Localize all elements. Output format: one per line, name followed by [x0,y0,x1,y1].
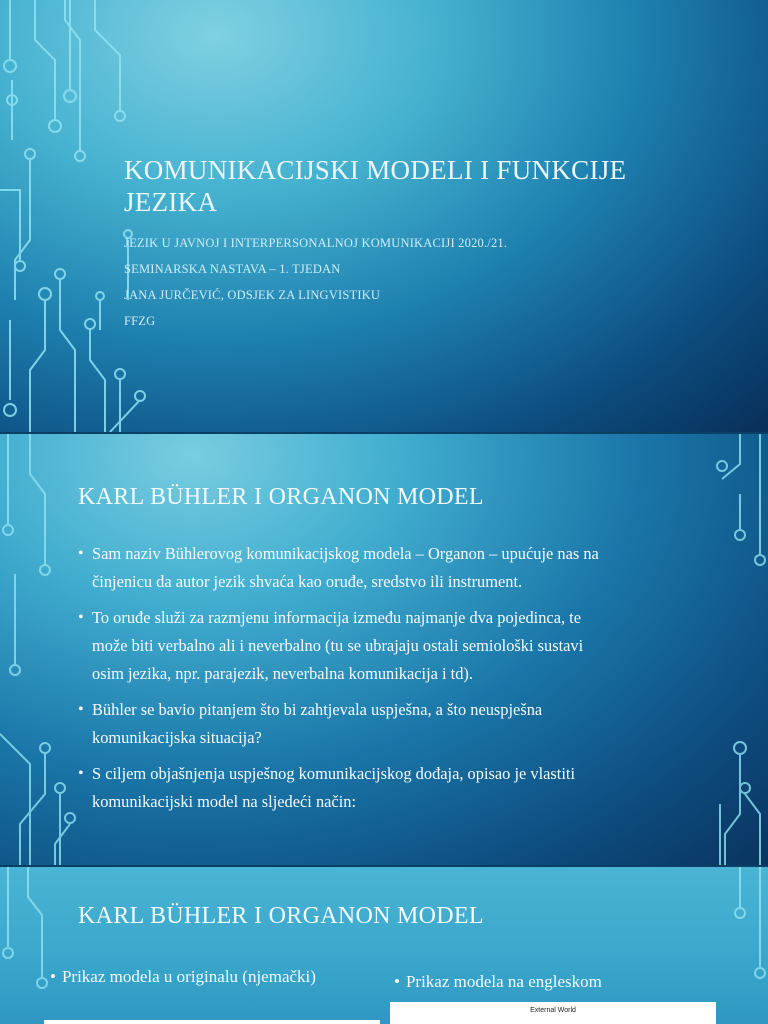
bullet-icon: • [78,609,84,626]
content-slide [0,434,768,865]
german-model-image [44,1020,380,1024]
subtitle-author: JANA JURČEVIĆ, ODSJEK ZA LINGVISTIKU [124,288,381,302]
right-column-label: • Prikaz modela na engleskom [394,972,602,991]
bullet-icon: • [78,765,84,782]
bullet-item: • Sam naziv Bühlerovog komunikacijskog modela – Organon – upućuje nas na činjenicu da autor jezik shvaća kao oruđe, sredstvo ili instrument. [78,540,718,596]
title-slide [0,0,768,432]
subtitle-session: SEMINARSKA NASTAVA – 1. TJEDAN [124,262,341,276]
circuit-decoration [0,867,768,1024]
image-caption: External World [530,1007,576,1014]
model-slide [0,867,768,1024]
english-model-image [390,1002,716,1024]
subtitle-course: JEZIK U JAVNOJ I INTERPERSONALNOJ KOMUNIKACIJI 2020./21. [124,236,508,250]
bullet-item: • Bühler se bavio pitanjem što bi zahtjevala uspješna, a što neuspješna komunikacijska situacija? [78,696,718,752]
bullet-item: • S ciljem objašnjenja uspješnog komunikacijskog dođaja, opisao je vlastiti komunikacijski model na sljedeći način: [78,760,718,816]
bullet-icon: • [394,972,400,991]
bullet-icon: • [78,701,84,718]
bullet-icon: • [78,545,84,562]
bullet-item: • To oruđe služi za razmjenu informacija između najmanje dva pojedinca, te može biti verbalno ali i neverbalno (tu se ubrajaju ostali semiološki sustavi osim jezika, npr. parajezik, neverbalna komunikacija i td). [78,604,718,688]
slide-title: KOMUNIKACIJSKI MODELI I FUNKCIJE JEZIKA [124,155,627,217]
subtitle-institution: FFZG [124,314,156,328]
slide-title: KARL BÜHLER I ORGANON MODEL [78,903,484,929]
bullet-list [78,540,718,824]
bullet-icon: • [50,967,56,986]
slide-title: KARL BÜHLER I ORGANON MODEL [78,484,484,510]
left-column-label: • Prikaz modela u originalu (njemački) [50,967,316,986]
